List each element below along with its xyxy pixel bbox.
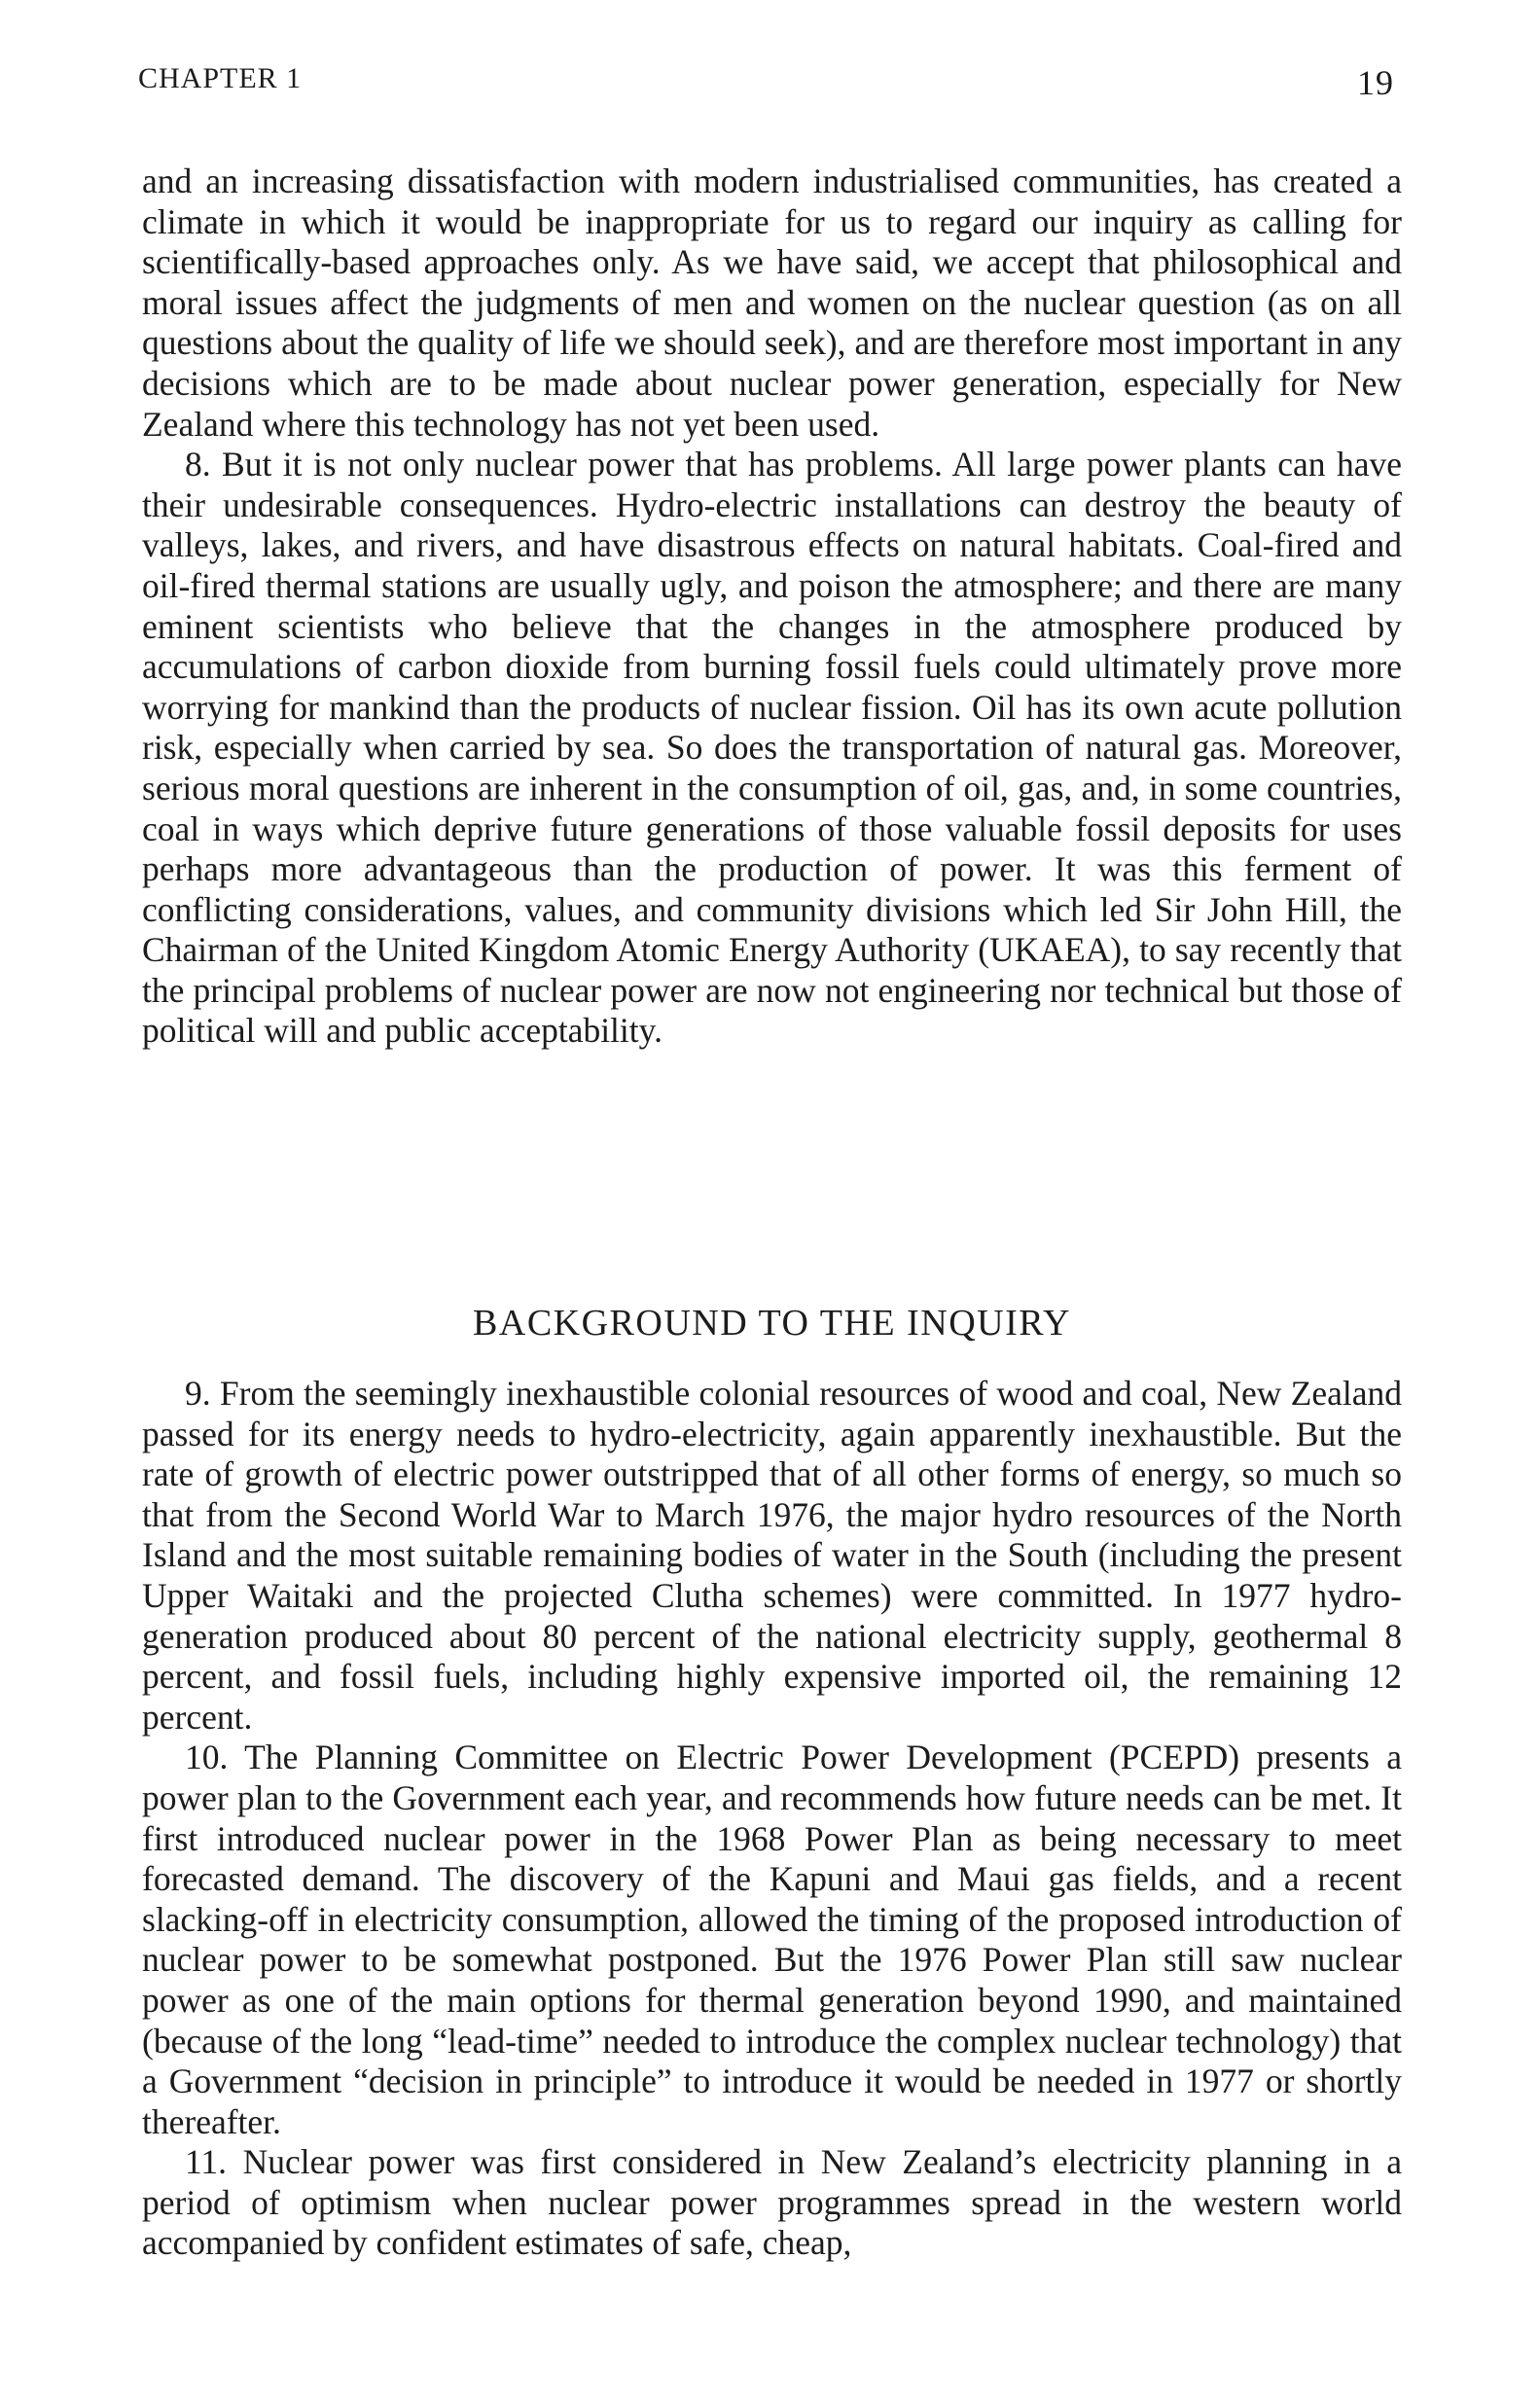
section-heading: BACKGROUND TO THE INQUIRY: [473, 1303, 1071, 1344]
paragraph-8: 8. But it is not only nuclear power that has problems. All large power plants can have their undesirable consequences. Hydro-electric installations can destroy the beauty of valleys, lakes, and rivers, and have disastrous effects on natural habitats. Coal-fired and oil-fired thermal stations are usually ugly, and poison the atmosphere; and there are many eminent scientists who believe that the changes in the atmosphere produced by accumulations of carbon dioxide from burning fossil fuels could ultimately prove more worrying for mankind than the products of nuclear fission. Oil has its own acute pollution risk, especially when carried by sea. So does the transportation of natural gas. Moreover, serious moral questions are inherent in the consumption of oil, gas, and, in some countries, coal in ways which deprive future generations of those valuable fossil deposits for uses perhaps more advantageous than the production of power. It was this ferment of conflicting considerations, values, and community divisions which led Sir John Hill, the Chairman of the United Kingdom Atomic Energy Authority (UKAEA), to say recently that the principal problems of nuclear power are now not engineering nor technical but those of political will and public acceptability.: [142, 445, 1402, 1051]
paragraph-10: 10. The Planning Committee on Electric Power Development (PCEPD) presents a power plan to the Government each year, and recommends how future needs can be met. It first introduced nuclear power in the 1968 Power Plan as being necessary to meet forecasted demand. The discovery of the Kapuni and Maui gas fields, and a recent slacking-off in electricity consumption, allowed the timing of the proposed introduction of nuclear power to be somewhat postponed. But the 1976 Power Plan still saw nuclear power as one of the main options for thermal generation beyond 1990, and maintained (because of the long “lead-time” needed to introduce the complex nuclear technology) that a Government “decision in principle” to introduce it would be needed in 1977 or shortly thereafter.: [142, 1738, 1402, 2141]
paragraph-9: 9. From the seemingly inexhaustible colonial resources of wood and coal, New Zealand passed for its energy needs to hydro-electricity, again apparently inexhaustible. But the rate of growth of electric power outstripped that of all other forms of energy, so much so that from the Second World War to March 1976, the major hydro resources of the North Island and the most suitable remaining bodies of water in the South (including the present Upper Waitaki and the projected Clutha schemes) were committed. In 1977 hydro-generation produced about 80 percent of the national electricity supply, geothermal 8 percent, and fossil fuels, including highly expensive imported oil, the remaining 12 percent.: [142, 1374, 1402, 1737]
paragraph-continuation: and an increasing dissatisfaction with modern industrialised communities, has created a climate in which it would be inappropriate for us to regard our inquiry as calling for scientifically-based approaches only. As we have said, we accept that philosophical and moral issues affect the judgments of men and women on the nuclear question (as on all questions about the quality of life we should seek), and are therefore most important in any decisions which are to be made about nuclear power generation, especially for New Zealand where this technology has not yet been used.: [142, 161, 1402, 444]
running-head: [138, 62, 1394, 111]
chapter-label: CHAPTER 1: [138, 62, 303, 94]
text-block-upper: [142, 161, 1402, 1052]
text-block-lower: [142, 1374, 1402, 2264]
page-number: 19: [1357, 63, 1394, 102]
paragraph-11: 11. Nuclear power was first considered in New Zealand’s electricity planning in a period of optimism when nuclear power programmes spread in the western world accompanied by confident estimates of safe, cheap,: [142, 2142, 1402, 2263]
